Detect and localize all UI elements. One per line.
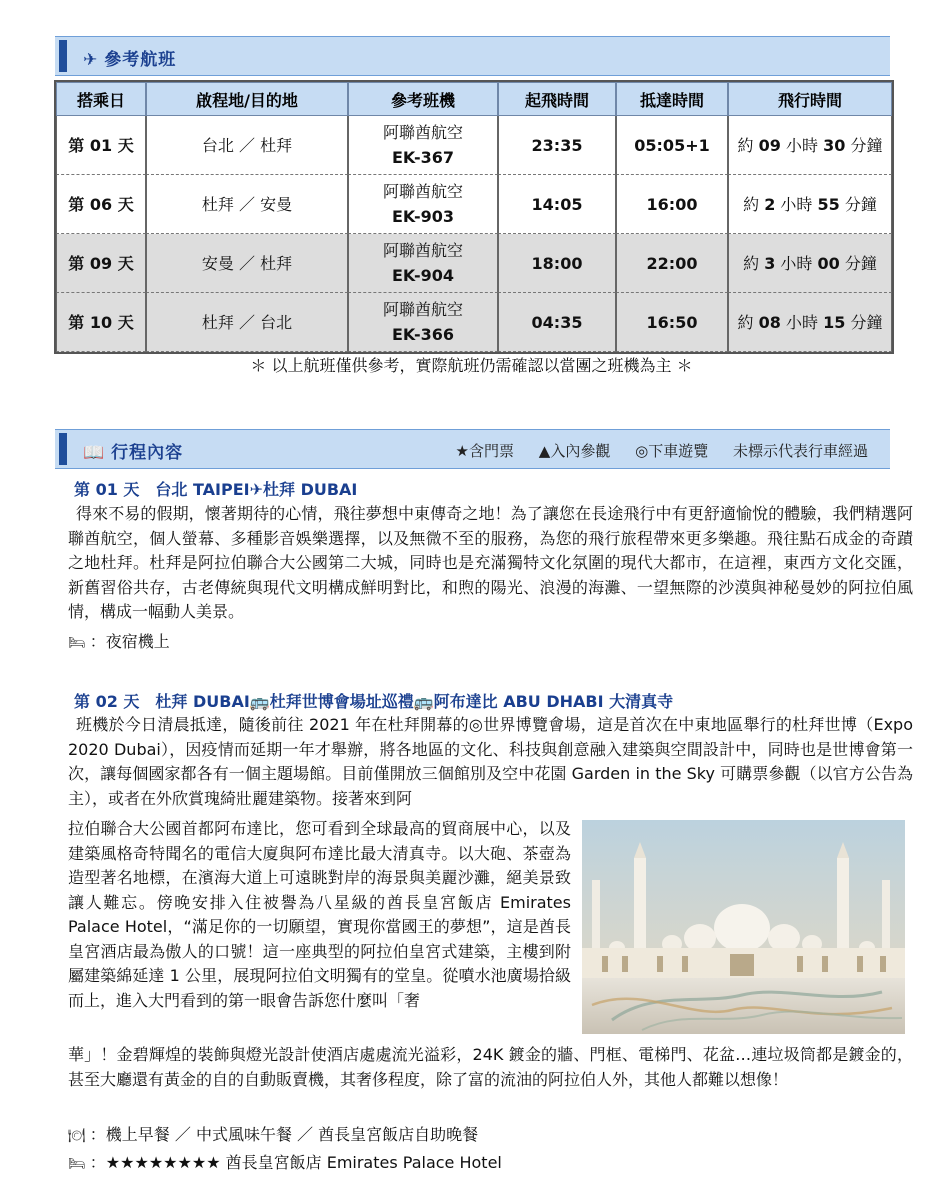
- mosque-image: [582, 820, 905, 1034]
- duration-minutes-unit: 分鐘: [839, 253, 877, 273]
- table-row: [56, 293, 892, 352]
- flight-cell: [348, 234, 498, 293]
- col-header-departure: 起飛時間: [498, 82, 616, 116]
- day2-meals-text: ：機上早餐 ／ 中式風味午餐 ／ 酋長皇宮飯店自助晚餐: [89, 1125, 479, 1144]
- itinerary-section-title: [83, 438, 183, 463]
- arrival-cell: 16:50: [616, 293, 728, 352]
- arrival-cell: 16:00: [616, 175, 728, 234]
- flights-section-header: [55, 36, 890, 76]
- duration-hours: 09: [758, 135, 781, 155]
- legend-enter: ▲入內參觀: [538, 442, 611, 460]
- duration-prefix: 約: [743, 194, 765, 214]
- departure-cell: 18:00: [498, 234, 616, 293]
- table-row: [56, 116, 892, 175]
- col-header-day: 搭乘日: [56, 82, 146, 116]
- airline-name: 阿聯酋航空: [382, 300, 463, 319]
- duration-minutes: 15: [823, 312, 846, 332]
- duration-prefix: 約: [743, 253, 765, 273]
- flights-table: [54, 80, 894, 354]
- route-cell: 台北 ／ 杜拜: [146, 116, 348, 175]
- duration-hours: 08: [758, 312, 781, 332]
- day2-description-bottom: 華」！金碧輝煌的裝飾與燈光設計使酒店處處流光溢彩，24K 鍍金的牆、門框、電梯門、花盆…連垃圾筒都是鍍金的，甚至大廳還有黃金的自的自動販賣機，其奢侈程度，除了富的流油的阿拉伯人外，其他人都難以想像！: [68, 1045, 913, 1089]
- day-cell: 第 06 天: [56, 175, 146, 234]
- flights-title-text: 參考航班: [104, 50, 177, 70]
- flight-number: EK-903: [392, 207, 454, 226]
- departure-cell: 23:35: [498, 116, 616, 175]
- duration-prefix: 約: [737, 135, 759, 155]
- airline-name: 阿聯酋航空: [382, 123, 463, 142]
- day1-hotel-text: ：夜宿機上: [89, 632, 170, 651]
- table-row: [56, 234, 892, 293]
- duration-hours-unit: 小時: [780, 312, 824, 332]
- legend-photo-stop: ◎下車遊覽: [635, 442, 709, 460]
- day2-meals-line: [68, 1122, 478, 1145]
- day2-description-top: 班機於今日清晨抵達，隨後前往 2021 年在杜拜開幕的◎世界博覽會場，這是首次在中東地區舉行的杜拜世博（Expo 2020 Dubai），因疫情而延期一年才舉辦，將各地區的文化、科技與創意融入建築與空間設計中，同時也是世博會第一次，讓每個國家都各有一個主題場館。目前僅開放三個館別及空中花園 Garden in the Sky 可購票參觀（以官方公告為主），或者在外欣賞瑰綺壯麗建築物。接著來到阿: [68, 715, 913, 808]
- flight-number: EK-367: [392, 148, 454, 167]
- duration-minutes: 55: [817, 194, 840, 214]
- duration-hours: 3: [764, 253, 776, 273]
- itinerary-title-text: 行程內容: [111, 443, 184, 463]
- duration-minutes-unit: 分鐘: [845, 312, 883, 332]
- day1-heading: 第 01 天 台北 TAIPEI✈杜拜 DUBAI: [74, 480, 358, 499]
- day2-description-middle: 拉伯聯合大公國首都阿布達比，您可看到全球最高的貿商展中心，以及建築風格奇特聞名的電信大廈與阿布達比最大清真寺。以大砲、茶壺為造型著名地標，在濱海大道上可遠眺對岸的海景與美麗沙灘，絕美景致讓人難忘。傍晚安排入住被譽為八星級的酋長皇宮飯店 Emirates Palace Hotel，“滿足你的一切願望，實現你當國王的夢想”，這是酋長皇宮酒店最為傲人的口號！這一座典型的阿拉伯皇宮式建築，主樓到附屬建築綿延達 1 公里，展現阿拉伯文明獨有的堂皇。從噴水池廣場拾級而上，進入大門看到的第一眼會告訴您什麼叫「奢: [68, 819, 571, 1010]
- duration-prefix: 約: [737, 312, 759, 332]
- day-cell: 第 10 天: [56, 293, 146, 352]
- section-marker: [59, 40, 67, 72]
- symbol-legend: [436, 440, 868, 461]
- col-header-arrival: 抵達時間: [616, 82, 728, 116]
- duration-hours: 2: [764, 194, 776, 214]
- departure-cell: 04:35: [498, 293, 616, 352]
- duration-minutes: 30: [823, 135, 846, 155]
- day-cell: 第 01 天: [56, 116, 146, 175]
- duration-cell: [728, 234, 892, 293]
- airplane-icon: ✈: [83, 50, 99, 70]
- flights-section-title: [83, 45, 176, 70]
- route-cell: 杜拜 ／ 台北: [146, 293, 348, 352]
- flights-note: ＊ 以上航班僅供參考，實際航班仍需確認以當團之班機為主 ＊: [250, 356, 693, 375]
- flight-number: EK-904: [392, 266, 454, 285]
- day2-hotel-text: ：★★★★★★★★ 酋長皇宮飯店 Emirates Palace Hotel: [89, 1153, 502, 1172]
- col-header-route: 啟程地/目的地: [146, 82, 348, 116]
- duration-minutes-unit: 分鐘: [845, 135, 883, 155]
- duration-hours-unit: 小時: [775, 194, 818, 214]
- day2-hotel-line: [68, 1150, 502, 1173]
- route-cell: 安曼 ／ 杜拜: [146, 234, 348, 293]
- day1-description: 得來不易的假期，懷著期待的心情，飛往夢想中東傳奇之地！為了讓您在長途飛行中有更舒適愉悅的體驗，我們精選阿聯酋航空，個人螢幕、多種影音娛樂選擇，以及無微不至的服務，為您的飛行旅程帶來更多樂趣。飛往點石成金的奇蹟之地杜拜。杜拜是阿拉伯聯合大公國第二大城，同時也是充滿獨特文化氛圍的現代大都市，在這裡，東西方文化交匯，新舊習俗共存，古老傳統與現代文明構成鮮明對比，和煦的陽光、浪漫的海灘、一望無際的沙漠與神秘曼妙的阿拉伯風情，構成一幅動人美景。: [68, 504, 913, 621]
- duration-minutes: 00: [817, 253, 840, 273]
- col-header-duration: 飛行時間: [728, 82, 892, 116]
- departure-cell: 14:05: [498, 175, 616, 234]
- day2-heading: 第 02 天 杜拜 DUBAI🚌杜拜世博會場址巡禮🚌阿布達比 ABU DHABI 大清真寺: [74, 692, 674, 711]
- grand-mosque-photo: [582, 820, 905, 1034]
- flight-cell: [348, 116, 498, 175]
- airline-name: 阿聯酋航空: [382, 241, 463, 260]
- section-marker: [59, 433, 67, 465]
- duration-cell: [728, 175, 892, 234]
- duration-cell: [728, 293, 892, 352]
- legend-ticket: ★含門票: [455, 442, 514, 460]
- bed-icon: 🛏: [68, 1156, 86, 1172]
- table-row: [56, 175, 892, 234]
- arrival-cell: 05:05+1: [616, 116, 728, 175]
- flight-cell: [348, 175, 498, 234]
- route-cell: 杜拜 ／ 安曼: [146, 175, 348, 234]
- day-cell: 第 09 天: [56, 234, 146, 293]
- arrival-cell: 22:00: [616, 234, 728, 293]
- duration-cell: [728, 116, 892, 175]
- flight-number: EK-366: [392, 325, 454, 344]
- meal-icon: 🍽: [68, 1128, 86, 1144]
- duration-minutes-unit: 分鐘: [839, 194, 877, 214]
- duration-hours-unit: 小時: [775, 253, 818, 273]
- book-icon: 📖: [83, 443, 106, 463]
- duration-hours-unit: 小時: [780, 135, 824, 155]
- col-header-flight: 參考班機: [348, 82, 498, 116]
- airline-name: 阿聯酋航空: [382, 182, 463, 201]
- bed-icon: 🛏: [68, 635, 86, 651]
- itinerary-section-header: [55, 429, 890, 469]
- flight-cell: [348, 293, 498, 352]
- day1-hotel-line: [68, 629, 170, 652]
- flights-table-header-row: [56, 82, 892, 116]
- legend-drive-by: 未標示代表行車經過: [732, 442, 868, 460]
